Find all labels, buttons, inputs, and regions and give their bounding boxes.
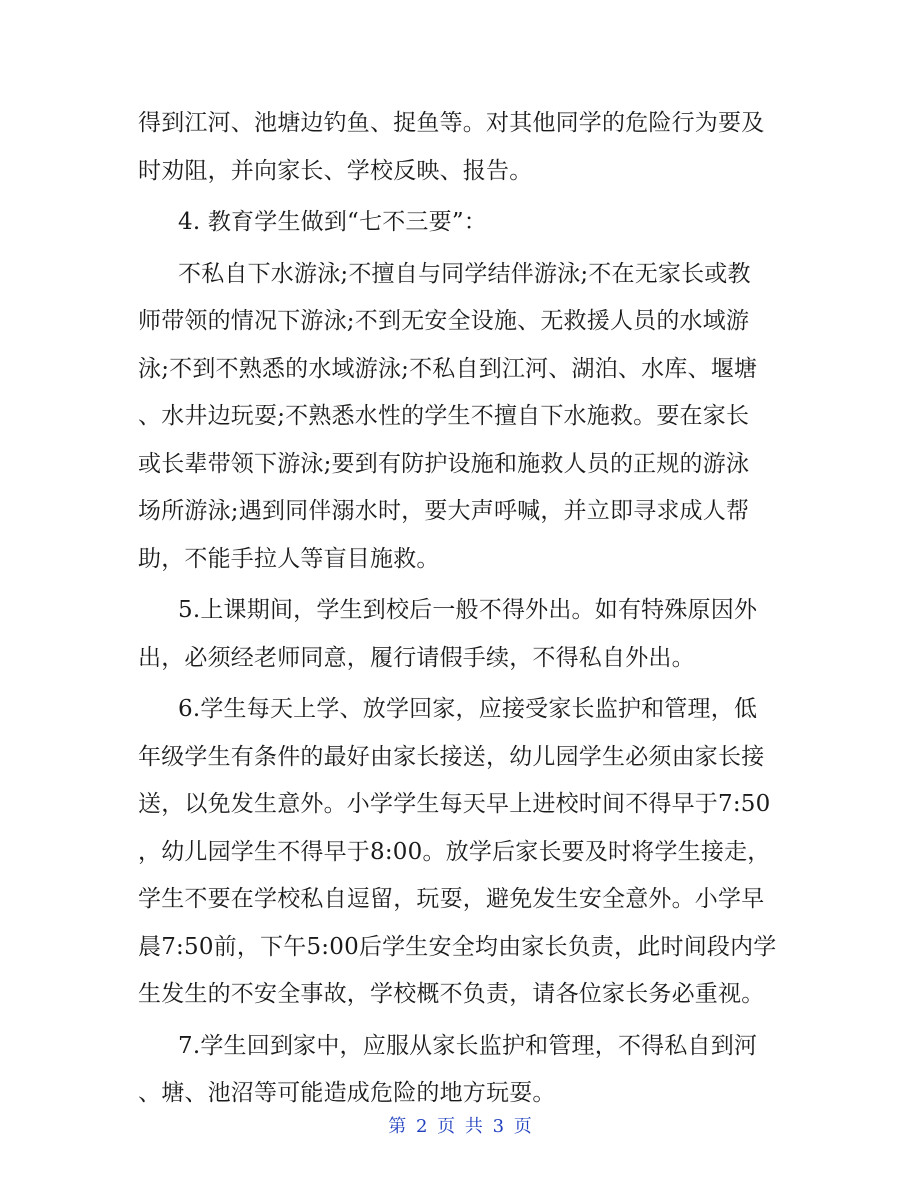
list-item-line: 6.学生每天上学、放学回家，应接受家长监护和管理，低 xyxy=(178,696,758,722)
body-line: ，幼儿园学生不得早于8:00。放学后家长要及时将学生接走， xyxy=(138,838,771,865)
body-line: 、塘、池沼等可能造成危险的地方玩耍。 xyxy=(138,1080,556,1106)
body-line: 或长辈带领下游泳;要到有防护设施和施救人员的正规的游泳 xyxy=(138,450,750,477)
body-line: 师带领的情况下游泳;不到无安全设施、无救援人员的水域游 xyxy=(138,308,750,334)
body-line: 得到江河、池塘边钓鱼、捉鱼等。对其他同学的危险行为要及 xyxy=(138,110,765,136)
body-line: 送，以免发生意外。小学学生每天早上进校时间不得早于7:50 xyxy=(138,791,771,817)
body-line: 出，必须经老师同意，履行请假手续，不得私自外出。 xyxy=(138,644,695,671)
document-body xyxy=(138,100,788,1118)
body-line: 泳;不到不熟悉的水域游泳;不私自到江河、湖泊、水库、堰塘 xyxy=(138,355,758,382)
body-line: 生发生的不安全事故，学校概不负责，请各位家长务必重视。 xyxy=(138,981,765,1007)
list-item-heading: 4. 教育学生做到“七不三要”： xyxy=(178,209,487,235)
body-line: 、水井边玩耍;不熟悉水性的学生不擅自下水施救。要在家长 xyxy=(138,403,750,429)
body-line: 年级学生有条件的最好由家长接送，幼儿园学生必须由家长接 xyxy=(138,743,765,770)
body-line: 助，不能手拉人等盲目施救。 xyxy=(138,545,440,572)
body-line: 晨7:50前，下午5:00后学生安全均由家长负责，此时间段内学 xyxy=(138,933,777,960)
body-line: 学生不要在学校私自逗留，玩耍，避免发生安全意外。小学早 xyxy=(138,886,765,912)
list-item-line: 5.上课期间，学生到校后一般不得外出。如有特殊原因外 xyxy=(178,597,758,623)
page-number-footer: 第 2 页 共 3 页 xyxy=(388,1116,532,1137)
body-line: 时劝阻，并向家长、学校反映、报告。 xyxy=(138,157,533,184)
body-line: 不私自下水游泳;不擅自与同学结伴游泳;不在无家长或教 xyxy=(178,260,751,287)
list-item-line: 7.学生回到家中，应服从家长监护和管理，不得私自到河 xyxy=(178,1032,758,1059)
body-line: 场所游泳;遇到同伴溺水时，要大声呼喊，并立即寻求成人帮 xyxy=(138,498,750,524)
